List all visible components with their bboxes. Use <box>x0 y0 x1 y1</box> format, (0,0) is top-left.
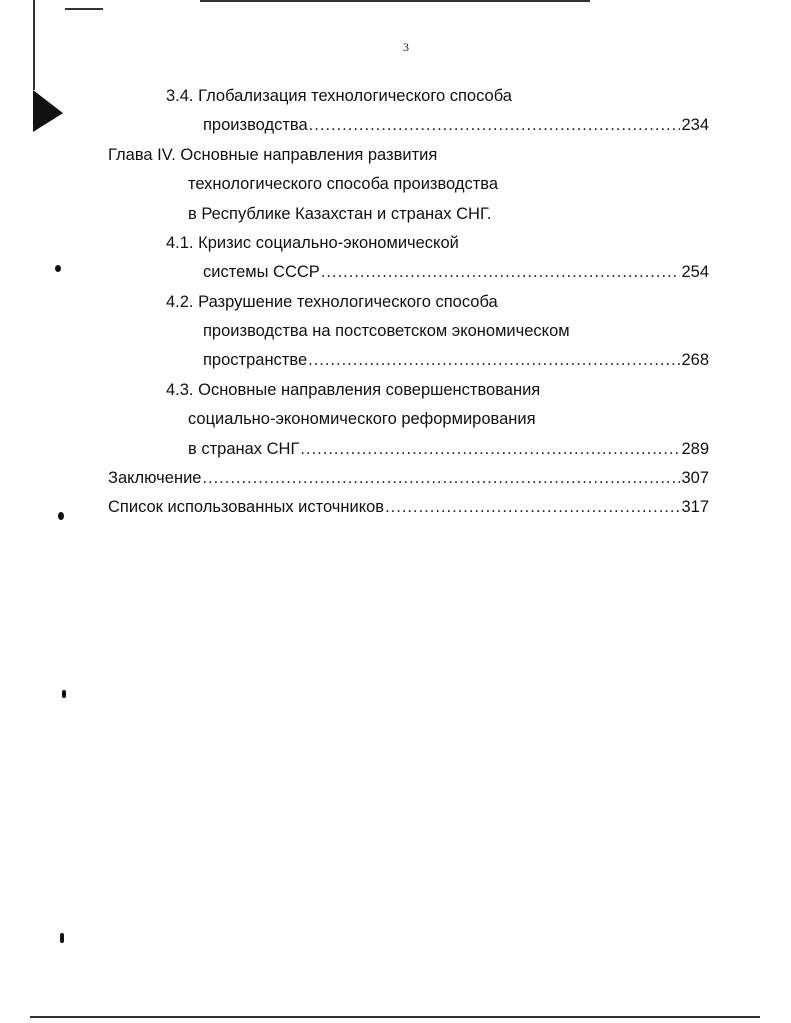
toc-section-3-4-title: 3.4. Глобализация технологического способа <box>166 87 512 105</box>
toc-section-4-1-entry <box>203 262 709 282</box>
scan-dot <box>55 265 61 272</box>
dot-leader <box>308 350 680 370</box>
toc-entry-label: производства <box>203 116 308 134</box>
toc-page-number: 234 <box>681 116 709 134</box>
toc-page-number: 317 <box>681 498 709 516</box>
toc-page-number: 254 <box>681 263 709 281</box>
scan-dot <box>60 933 64 943</box>
scan-dot <box>62 690 66 698</box>
toc-conclusion-entry <box>108 468 709 488</box>
toc-chapter-4-title-line3: в Республике Казахстан и странах СНГ. <box>188 205 492 223</box>
page-number: 3 <box>403 40 409 54</box>
toc-section-4-2-entry <box>203 350 709 370</box>
toc-chapter-4-title: Глава IV. Основные направления развития <box>108 146 438 164</box>
toc-section-4-3-title: 4.3. Основные направления совершенствования <box>166 381 541 399</box>
toc-section-4-2-title: 4.2. Разрушение технологического способа <box>166 293 498 311</box>
dot-leader <box>385 497 680 517</box>
toc-entry-label: в странах СНГ <box>188 440 300 458</box>
toc-section-4-1-title: 4.1. Кризис социально-экономической <box>166 234 459 252</box>
toc-section-4-3-entry <box>188 439 709 459</box>
toc-page-number: 289 <box>681 440 709 458</box>
toc-entry-label: Список использованных источников <box>108 498 385 516</box>
dot-leader <box>321 262 681 282</box>
scan-top-line-right <box>200 0 590 2</box>
dot-leader <box>309 115 681 135</box>
toc-references-entry <box>108 497 709 517</box>
scan-bottom-line <box>30 1016 760 1018</box>
toc-section-4-2-title-line2: производства на постсоветском экономическом <box>203 322 570 340</box>
dot-leader <box>202 468 680 488</box>
scan-left-edge <box>33 0 35 90</box>
scan-dot <box>58 512 64 520</box>
toc-page-number: 307 <box>681 469 709 487</box>
toc-entry-label: Заключение <box>108 469 202 487</box>
toc-entry-label: пространстве <box>203 351 308 369</box>
toc-section-3-4-entry <box>203 115 709 135</box>
binding-hole-mark <box>33 90 63 132</box>
dot-leader <box>300 439 680 459</box>
toc-entry-label: системы СССР <box>203 263 320 281</box>
toc-page-number: 268 <box>681 351 709 369</box>
toc-section-4-3-title-line2: социально-экономического реформирования <box>188 410 536 428</box>
scan-top-line-left <box>65 8 103 10</box>
toc-chapter-4-title-line2: технологического способа производства <box>188 175 499 193</box>
